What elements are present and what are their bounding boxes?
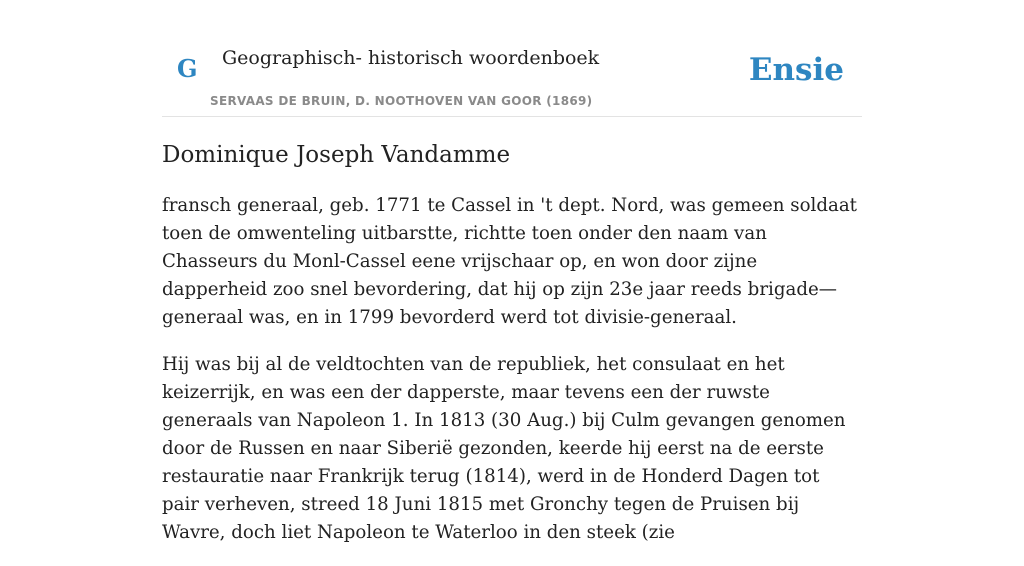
book-logo-icon[interactable]: G — [177, 54, 198, 83]
book-title-link[interactable]: Geographisch- historisch woordenboek — [222, 47, 600, 69]
entry-title: Dominique Joseph Vandamme — [162, 142, 511, 168]
entry-paragraph-1: fransch generaal, geb. 1771 te Cassel in 't dept. Nord, was gemeen soldaat toen de omwenteling uitbarstte, richtte toen onder den naam van Chasseurs du Monl-Cassel eene vrijschaar op, en won door zijne dapperheid zoo snel bevordering, dat hij op zijn 23e jaar reeds brigade—generaal was, en in 1799 bevorderd werd tot divisie-generaal. — [162, 195, 857, 328]
page-header — [162, 0, 862, 117]
book-author: SERVAAS DE BRUIN, D. NOOTHOVEN VAN GOOR (1869) — [210, 94, 593, 108]
entry-paragraph-2: Hij was bij al de veldtochten van de republiek, het consulaat en het keizerrijk, en was een der dapperste, maar tevens een der ruwste generaals van Napoleon 1. In 1813 (30 Aug.) bij Culm gevangen genomen door de Russen en naar Siberië gezonden, keerde hij eerst na de eerste restauratie naar Frankrijk terug (1814), werd in de Honderd Dagen tot pair verheven, streed 18 Juni 1815 met Gronchy tegen de Pruisen bij Wavre, doch liet Napoleon te Waterloo in den steek (zie — [162, 354, 846, 543]
entry-content — [162, 192, 862, 566]
ensie-logo-link[interactable]: Ensie — [748, 52, 844, 88]
